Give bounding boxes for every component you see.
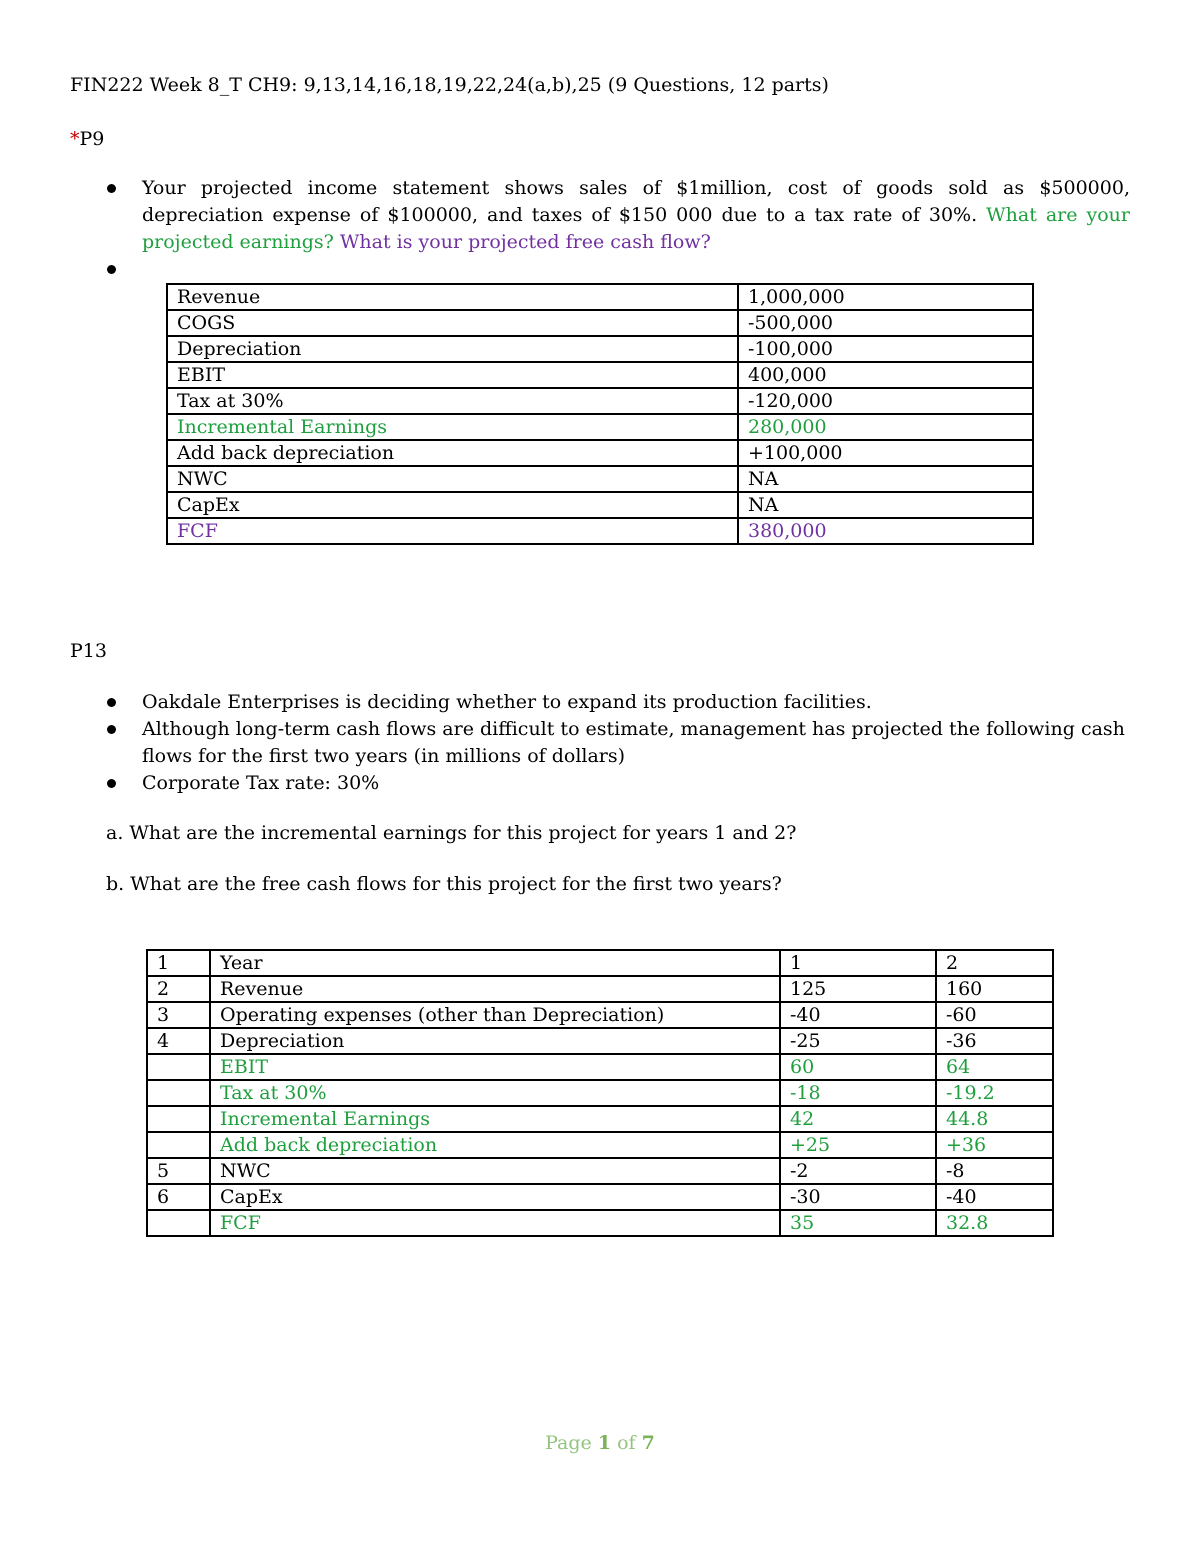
row-value: -120,000	[738, 388, 1033, 414]
table-row	[147, 1184, 1053, 1210]
table-row	[167, 388, 1033, 414]
year2-value: 32.8	[936, 1210, 1053, 1236]
row-number: 6	[147, 1184, 210, 1210]
p9-bullet-list	[70, 175, 1130, 283]
year1-value: 35	[780, 1210, 936, 1236]
row-value: -500,000	[738, 310, 1033, 336]
row-label: EBIT	[167, 362, 738, 388]
bullet-icon	[107, 184, 116, 193]
table-row	[167, 336, 1033, 362]
row-value: NA	[738, 492, 1033, 518]
p13-bullet-list	[70, 689, 1130, 797]
p13-table	[146, 949, 1054, 1237]
p9-bullet	[70, 175, 1130, 256]
p9-star: *	[70, 128, 80, 150]
table-row	[167, 310, 1033, 336]
year2-value: 44.8	[936, 1106, 1053, 1132]
p9-label: P9	[79, 128, 105, 150]
year2-value: -60	[936, 1002, 1053, 1028]
row-value: 1,000,000	[738, 284, 1033, 310]
bullet-icon	[107, 779, 116, 788]
row-value: NA	[738, 466, 1033, 492]
p9-table	[166, 283, 1034, 545]
row-label: Operating expenses (other than Depreciation)	[210, 1002, 780, 1028]
page-footer	[0, 1432, 1200, 1454]
year2-value: +36	[936, 1132, 1053, 1158]
p13-bullet-text: Oakdale Enterprises is deciding whether to expand its production facilities.	[142, 691, 872, 713]
bullet-icon	[107, 265, 116, 274]
year2-value: -19.2	[936, 1080, 1053, 1106]
row-value: +100,000	[738, 440, 1033, 466]
table-row	[147, 1054, 1053, 1080]
footer-page-total: 7	[641, 1432, 655, 1454]
table-row	[147, 1002, 1053, 1028]
row-label: Add back depreciation	[167, 440, 738, 466]
row-value: -100,000	[738, 336, 1033, 362]
row-label: Tax at 30%	[167, 388, 738, 414]
row-label: Revenue	[210, 976, 780, 1002]
row-number: 2	[147, 976, 210, 1002]
p13-bullet	[70, 770, 1130, 797]
row-label: NWC	[210, 1158, 780, 1184]
year2-value: -36	[936, 1028, 1053, 1054]
document-header: FIN222 Week 8_T CH9: 9,13,14,16,18,19,22,24(a,b),25 (9 Questions, 12 parts)	[70, 74, 829, 96]
year1-value: 60	[780, 1054, 936, 1080]
p13-bullet	[70, 716, 1130, 770]
table-row	[167, 466, 1033, 492]
year1-value: 125	[780, 976, 936, 1002]
footer-page-number: 1	[597, 1432, 612, 1454]
row-label: EBIT	[210, 1054, 780, 1080]
table-row	[147, 1158, 1053, 1184]
table-row	[167, 414, 1033, 440]
row-label: Add back depreciation	[210, 1132, 780, 1158]
row-number	[147, 1054, 210, 1080]
row-label: CapEx	[210, 1184, 780, 1210]
year2-value: 64	[936, 1054, 1053, 1080]
table-row	[147, 950, 1053, 976]
footer-page-word: Page	[545, 1432, 592, 1454]
row-label: Incremental Earnings	[167, 414, 738, 440]
table-row	[167, 440, 1033, 466]
p13-bullet-text: Corporate Tax rate: 30%	[142, 772, 380, 794]
p13-question-b: b. What are the free cash flows for this project for the first two years?	[106, 873, 782, 895]
year1-value: -25	[780, 1028, 936, 1054]
row-number: 1	[147, 950, 210, 976]
row-value: 400,000	[738, 362, 1033, 388]
row-number: 4	[147, 1028, 210, 1054]
row-label: NWC	[167, 466, 738, 492]
p9-question-earnings: What are your projected earnings?	[142, 204, 1130, 253]
table-row	[167, 518, 1033, 544]
table-row	[147, 1106, 1053, 1132]
year2-value: -40	[936, 1184, 1053, 1210]
table-row	[147, 1028, 1053, 1054]
row-label: Depreciation	[210, 1028, 780, 1054]
table-row	[167, 362, 1033, 388]
year2-value: 2	[936, 950, 1053, 976]
year1-value: -40	[780, 1002, 936, 1028]
table-row	[167, 492, 1033, 518]
table-row	[147, 1080, 1053, 1106]
row-number	[147, 1080, 210, 1106]
year1-value: 42	[780, 1106, 936, 1132]
row-number	[147, 1106, 210, 1132]
p13-bullet	[70, 689, 1130, 716]
row-label: Tax at 30%	[210, 1080, 780, 1106]
p9-question-fcf: What is your projected free cash flow?	[339, 231, 711, 253]
table-row	[167, 284, 1033, 310]
p9-bullet-text: Your projected income statement shows sales of $1million, cost of goods sold as $500000, depreciation expense of $100000, and taxes of $150 000 due to a tax rate of 30%.	[142, 177, 1130, 226]
p13-bullet-text: Although long-term cash flows are difficult to estimate, management has projected the following cash flows for the first two years (in millions of dollars)	[142, 718, 1125, 767]
p13-heading: P13	[70, 640, 107, 662]
year1-value: 1	[780, 950, 936, 976]
row-label: Incremental Earnings	[210, 1106, 780, 1132]
row-label: FCF	[210, 1210, 780, 1236]
row-number	[147, 1132, 210, 1158]
table-row	[147, 976, 1053, 1002]
p9-empty-bullet	[70, 256, 1130, 283]
year2-value: 160	[936, 976, 1053, 1002]
row-number: 5	[147, 1158, 210, 1184]
row-value: 280,000	[738, 414, 1033, 440]
year1-value: -18	[780, 1080, 936, 1106]
row-label: CapEx	[167, 492, 738, 518]
bullet-icon	[107, 698, 116, 707]
year1-value: -30	[780, 1184, 936, 1210]
p13-question-a: a. What are the incremental earnings for this project for years 1 and 2?	[106, 822, 797, 844]
row-label: Depreciation	[167, 336, 738, 362]
row-label: FCF	[167, 518, 738, 544]
footer-of-word: of	[617, 1432, 636, 1454]
year1-value: +25	[780, 1132, 936, 1158]
row-number: 3	[147, 1002, 210, 1028]
year2-value: -8	[936, 1158, 1053, 1184]
row-label: COGS	[167, 310, 738, 336]
row-number	[147, 1210, 210, 1236]
year1-value: -2	[780, 1158, 936, 1184]
table-row	[147, 1210, 1053, 1236]
p9-heading	[70, 128, 104, 150]
bullet-icon	[107, 725, 116, 734]
row-label: Revenue	[167, 284, 738, 310]
row-value: 380,000	[738, 518, 1033, 544]
table-row	[147, 1132, 1053, 1158]
row-label: Year	[210, 950, 780, 976]
